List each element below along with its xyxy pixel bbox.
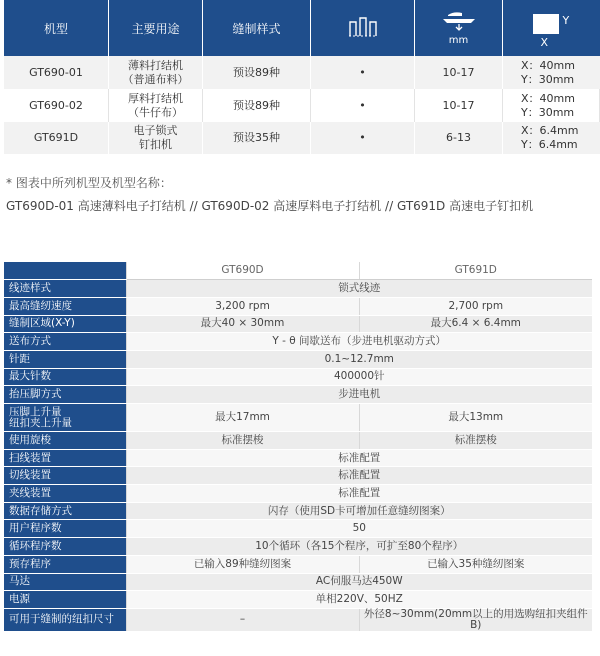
spec-value-gt691d: 最大6.4 × 6.4mm — [359, 315, 592, 333]
use-cell — [109, 56, 203, 89]
spec-row — [4, 573, 592, 591]
spec-value: 标准配置 — [126, 449, 592, 467]
spec-row — [4, 449, 592, 467]
spec-value-gt690d: 已输入89种缝纫图案 — [126, 555, 359, 573]
spec-col-gt690d: GT690D — [126, 262, 359, 280]
use-line: 电子锁式 — [133, 124, 178, 137]
spec-label: 预存程序 — [4, 555, 126, 573]
pattern-cell: 预设89种 — [203, 56, 311, 89]
col-header-area-icon — [503, 0, 600, 56]
spec-label: 切线装置 — [4, 467, 126, 485]
spec-row — [4, 467, 592, 485]
spec-label: 电源 — [4, 591, 126, 609]
spec-value: AC伺服马达450W — [126, 573, 592, 591]
spec-value-gt690d: 最大40 × 30mm — [126, 315, 359, 333]
spec-label: 抬压脚方式 — [4, 386, 126, 404]
use-cell — [109, 122, 203, 154]
presser-foot-height-icon — [440, 10, 478, 46]
spec-row — [4, 386, 592, 404]
table-row — [4, 89, 600, 122]
sewing-area-xy-icon — [527, 8, 577, 48]
col-header-height-icon — [415, 0, 503, 56]
spec-row — [4, 502, 592, 520]
spec-value: 400000针 — [126, 368, 592, 386]
spec-header-corner — [4, 262, 126, 280]
xy-cell — [503, 89, 600, 122]
spec-label: 最高缝纫速度 — [4, 297, 126, 315]
use-line: 钉扣机 — [139, 138, 172, 151]
spec-label: 夹线装置 — [4, 485, 126, 503]
x-axis-label: X — [540, 36, 549, 49]
dot-cell: • — [311, 89, 415, 122]
model-table-header — [4, 0, 600, 56]
y-value: Y：30mm — [521, 105, 575, 119]
pattern-cell: 预设35种 — [203, 122, 311, 154]
spec-row — [4, 538, 592, 556]
spec-row — [4, 333, 592, 351]
spec-value: 10个循环（各15个程序，可扩至80个程序） — [126, 538, 592, 556]
footnote-title: * 图表中所列机型及机型名称： — [6, 176, 172, 190]
table-row — [4, 56, 600, 89]
spec-value-gt691d: 已输入35种缝纫图案 — [359, 555, 592, 573]
spec-row — [4, 608, 592, 631]
spec-label-line: 压脚上升量 — [9, 405, 62, 418]
mm-unit-label: mm — [448, 35, 469, 46]
x-value: X：40mm — [521, 58, 575, 72]
use-cell — [109, 89, 203, 122]
spec-value-gt690d: 3,200 rpm — [126, 297, 359, 315]
spec-row — [4, 368, 592, 386]
spec-label — [4, 404, 126, 432]
spec-header-row — [4, 262, 592, 280]
spec-label: 数据存储方式 — [4, 502, 126, 520]
spec-label: 线迹样式 — [4, 280, 126, 298]
range-cell: 10-17 — [415, 56, 503, 89]
spec-value-gt691d: 2,700 rpm — [359, 297, 592, 315]
spec-label: 马达 — [4, 573, 126, 591]
use-line: 薄料打结机 — [128, 58, 183, 72]
model-cell: GT691D — [4, 122, 109, 154]
spec-row — [4, 315, 592, 333]
spec-value-gt691d: 外径8~30mm(20mm以上的用选购纽扣夹组件B) — [359, 608, 592, 631]
y-axis-label: Y — [562, 14, 570, 27]
spec-label: 用户程序数 — [4, 520, 126, 538]
spec-label: 扫线装置 — [4, 449, 126, 467]
spec-row — [4, 280, 592, 298]
spec-row — [4, 432, 592, 450]
spec-table — [4, 262, 592, 632]
y-value: Y：30mm — [521, 72, 575, 86]
spec-value: Y - θ 间歇送布（步进电机驱动方式） — [126, 333, 592, 351]
spec-value: 标准配置 — [126, 467, 592, 485]
dot-cell: • — [311, 122, 415, 154]
spec-row — [4, 520, 592, 538]
col-header-model: 机型 — [4, 0, 109, 56]
spec-label-line: 纽扣夹上升量 — [9, 416, 72, 429]
spec-label: 循环程序数 — [4, 538, 126, 556]
spec-value: 50 — [126, 520, 592, 538]
spec-row — [4, 555, 592, 573]
col-header-stitch-icon — [311, 0, 415, 56]
col-header-use: 主要用途 — [109, 0, 203, 56]
spec-value: 0.1~12.7mm — [126, 350, 592, 368]
spec-value: 标准配置 — [126, 485, 592, 503]
x-value: X：40mm — [521, 91, 575, 105]
y-value: Y：6.4mm — [521, 138, 578, 151]
spec-row — [4, 297, 592, 315]
use-line: （普通布料） — [122, 72, 189, 86]
spec-value-gt690d: – — [126, 608, 359, 631]
spec-value: 闪存（使用SD卡可增加任意缝纫图案） — [126, 502, 592, 520]
dot-cell: • — [311, 56, 415, 89]
spec-label: 最大针数 — [4, 368, 126, 386]
spec-label: 送布方式 — [4, 333, 126, 351]
stitch-pattern-icon — [347, 14, 379, 43]
spec-label: 缝制区域(X-Y) — [4, 315, 126, 333]
model-table — [4, 0, 600, 154]
xy-cell — [503, 122, 600, 154]
use-line: 厚料打结机 — [128, 91, 183, 105]
model-cell: GT690-01 — [4, 56, 109, 89]
spec-value-gt691d: 最大13mm — [359, 404, 592, 432]
pattern-cell: 预设89种 — [203, 89, 311, 122]
spec-label: 可用于缝制的纽扣尺寸 — [4, 608, 126, 631]
use-line: （牛仔布） — [128, 105, 183, 119]
xy-cell — [503, 56, 600, 89]
spec-value: 单相220V、50HZ — [126, 591, 592, 609]
spec-value-gt690d: 最大17mm — [126, 404, 359, 432]
spec-row — [4, 350, 592, 368]
x-value: X：6.4mm — [521, 124, 579, 137]
spec-row — [4, 485, 592, 503]
spec-row — [4, 404, 592, 432]
col-header-pattern: 缝制样式 — [203, 0, 311, 56]
range-cell: 10-17 — [415, 89, 503, 122]
spec-value-gt690d: 标准摆梭 — [126, 432, 359, 450]
spec-row — [4, 591, 592, 609]
spec-col-gt691d: GT691D — [359, 262, 592, 280]
spec-label: 针距 — [4, 350, 126, 368]
spec-label: 使用旋梭 — [4, 432, 126, 450]
spec-value: 步进电机 — [126, 386, 592, 404]
model-cell: GT690-02 — [4, 89, 109, 122]
table-row — [4, 122, 600, 154]
footnote-models: GT690D-01 高速薄料电子打结机 // GT690D-02 高速厚料电子打结机 // GT691D 高速电子钉扣机 — [6, 199, 534, 213]
range-cell: 6-13 — [415, 122, 503, 154]
spec-value-gt691d: 标准摆梭 — [359, 432, 592, 450]
spec-value: 锁式线迹 — [126, 280, 592, 298]
